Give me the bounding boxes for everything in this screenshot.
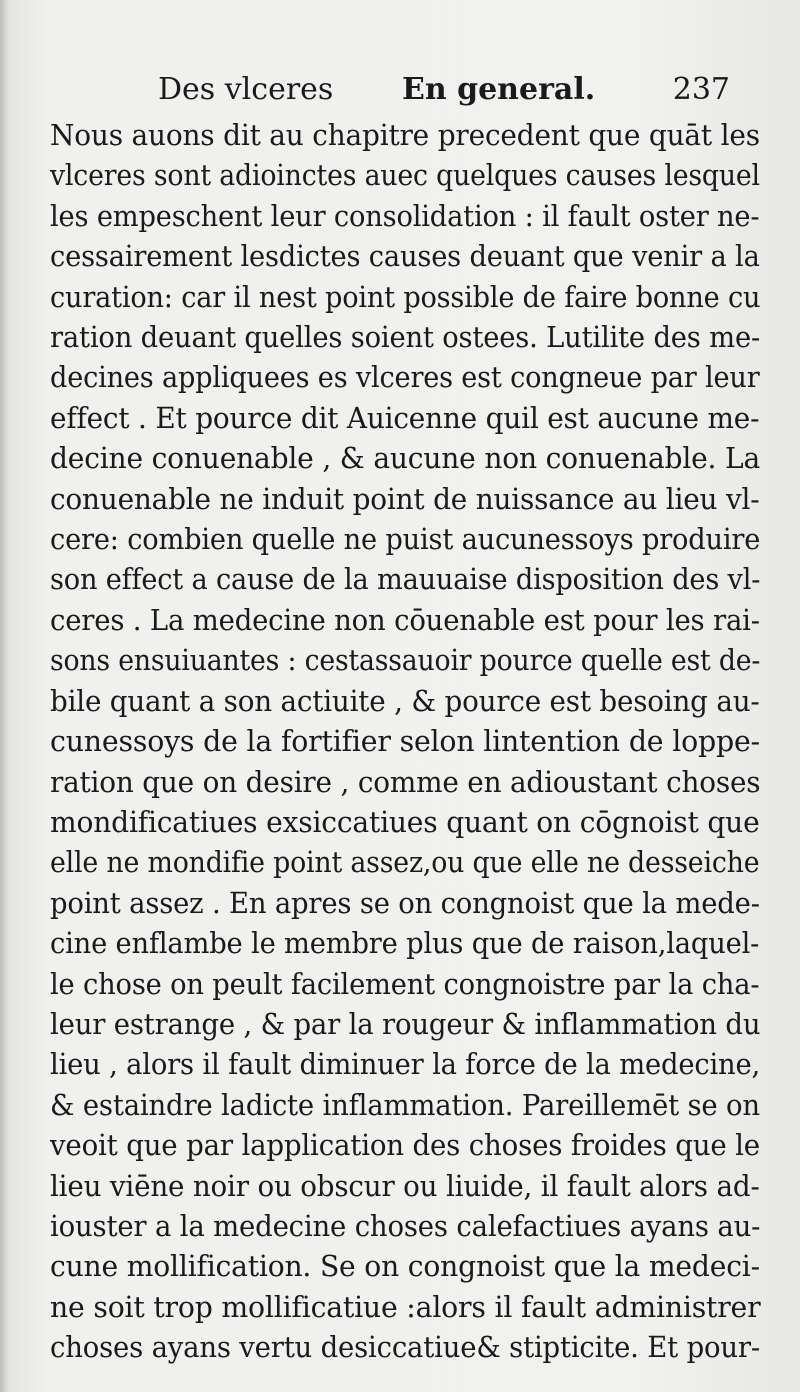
text-line: decines appliquees es vlceres est congneue par leur [50, 361, 760, 395]
text-line: cessairement lesdictes causes deuant que venir a la [50, 240, 760, 274]
text-line: ration que on desire , comme en adioustant choses [50, 765, 761, 799]
text-line: cunessoys de la fortifier selon lintention de loppe- [50, 725, 760, 759]
text-line: effect . Et pource dit Auicenne quil est aucune me- [50, 401, 760, 435]
text-line: ceres . La medecine non cōuenable est pour les rai- [50, 603, 760, 637]
text-line: cune mollification. Se on congnoist que la medeci- [50, 1250, 760, 1284]
text-line: choses ayans vertu desiccatiue& stipticite. Et pour- [50, 1331, 760, 1365]
text-line: lieu viēne noir ou obscur ou liuide, il fault alors ad- [50, 1169, 760, 1203]
text-line: leur estrange , & par la rougeur & inflammation du [50, 1007, 761, 1041]
text-line: vlceres sont adioinctes auec quelques causes lesquel [50, 159, 760, 193]
text-line: elle ne mondifie point assez,ou que elle ne desseiche [50, 846, 760, 880]
page-edge-shadow [0, 0, 10, 1392]
page-number: 237 [672, 72, 730, 107]
text-line: conuenable ne induit point de nuissance au lieu vl- [50, 482, 760, 516]
text-line: bile quant a son actiuite , & pource est besoing au- [50, 684, 760, 718]
text-line: ration deuant quelles soient ostees. Lutilite des me- [50, 321, 761, 355]
text-line: son effect a cause de la mauuaise disposition des vl- [50, 563, 761, 597]
running-header [150, 68, 730, 112]
text-line: point assez . En apres se on congnoist que la mede- [50, 886, 760, 920]
text-line: iouster a la medecine choses calefactiues ayans au- [50, 1209, 761, 1243]
text-line: cine enflambe le membre plus que de raison,laquel- [50, 927, 760, 961]
text-line: mondificatiues exsiccatiues quant on cōgnoist que [50, 805, 760, 839]
text-line: decine conuenable , & aucune non conuenable. La [50, 442, 761, 476]
header-section-title: Des vlceres [158, 72, 334, 107]
text-line: lieu , alors il fault diminuer la force de la medecine, [50, 1048, 761, 1082]
header-chapter-title: En general. [402, 72, 596, 107]
text-line: veoit que par lapplication des choses froides que le [50, 1129, 760, 1163]
text-line: cere: combien quelle ne puist aucunessoys produire [50, 523, 761, 557]
text-line: & estaindre ladicte inflammation. Pareillemēt se on [50, 1088, 760, 1122]
text-line: les empeschent leur consolidation : il fault oster ne- [50, 199, 760, 233]
text-line: Nous auons dit au chapitre precedent que quāt les [50, 119, 760, 152]
text-line: curation: car il nest point possible de faire bonne cu [50, 280, 761, 314]
text-line: sons ensuiuantes : cestassauoir pource quelle est de- [50, 644, 761, 678]
body-text [50, 116, 760, 1369]
text-line: le chose on peult facilement congnoistre par la cha- [50, 967, 760, 1001]
text-line: ne soit trop mollificatiue :alors il fault administrer [50, 1290, 761, 1324]
